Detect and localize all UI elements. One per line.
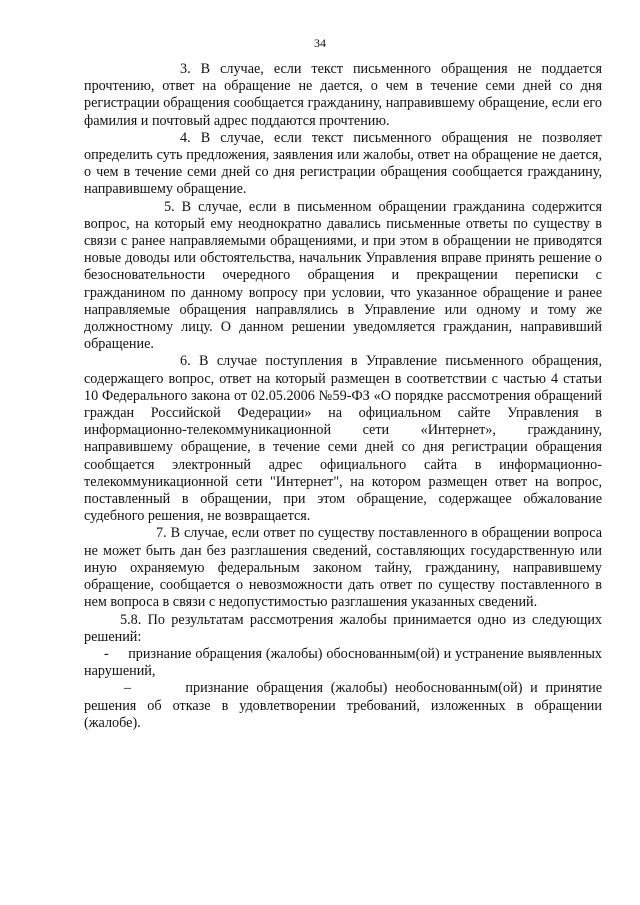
paragraph-text: В случае, если текст письменного обращения не позволяет определить суть предложения, заявления или жалобы, ответ на обращение не дается, о чем в течение семи дней со дня регистрации обращения сообщается гражданину, направившему обращение. xyxy=(84,129,602,198)
decision-item-1 xyxy=(84,646,602,680)
paragraph-text: признание обращения (жалобы) обоснованным(ой) и устранение выявленных нарушений, xyxy=(84,645,603,680)
page-number: 34 xyxy=(314,36,326,50)
paragraph-7 xyxy=(84,525,602,611)
paragraph-number: 5. xyxy=(164,198,175,215)
paragraph-number: 3. xyxy=(180,61,191,77)
paragraph-3 xyxy=(84,61,602,130)
paragraph-number: 4. xyxy=(180,129,191,146)
decision-item-2 xyxy=(84,680,602,732)
paragraph-text: признание обращения (жалобы) необоснованным(ой) и принятие решения об отказе в удовлетворении требований, изложенных в обращении (жалобе). xyxy=(84,680,603,731)
paragraph-text: В случае, если текст письменного обращения не поддается прочтению, ответ на обращение не дается, о чем в течение семи дней со дня регистрации обращения сообщается гражданину, направившему обращение, если его фамилия и почтовый адрес поддаются прочтению. xyxy=(84,61,603,129)
paragraph-text: В случае поступления в Управление письменного обращения, содержащего вопрос, ответ на который размещен в соответствии с частью 4 статьи 10 Федерального закона от 02.05.2006 №59-ФЗ «О порядке рассмотрения обращений граждан Российской Федерации» на официальном сайте Управления в информационно-телекоммуникационной сети «Интернет», гражданину, направившему обращение, в течение семи дней со дня регистрации обращения сообщается электронный адрес официального сайта в информационно-телекоммуникационной сети "Интернет", на котором размещен ответ на вопрос, поставленный в обращении, при этом обращение, содержащее обжалование судебного решения, не возвращается. xyxy=(84,353,603,525)
paragraph-6 xyxy=(84,353,602,525)
paragraph-5-8 xyxy=(84,612,602,646)
paragraph-text: В случае, если в письменном обращении гражданина содержится вопрос, на который ему неоднократно давались письменные ответы по существу в связи с ранее направляемыми обращениями, и при этом в обращении не приводятся новые доводы или обстоятельства, начальник Управления вправе принять решение о безосновательности очередного обращения и прекращении переписки с гражданином по данному вопросу при условии, что указанное обращение и ранее направляемые обращения направлялись в Управление или одному и тому же должностному лицу. О данном решении уведомляется гражданин, направивший обращение. xyxy=(84,198,602,353)
paragraph-5 xyxy=(84,199,602,354)
paragraph-number: 6. xyxy=(180,353,191,370)
list-dash: – xyxy=(124,680,132,697)
paragraph-number: 7. xyxy=(156,525,167,542)
document-body xyxy=(84,61,602,732)
paragraph-4 xyxy=(84,130,602,199)
paragraph-text: По результатам рассмотрения жалобы принимается одно из следующих решений: xyxy=(84,611,602,645)
paragraph-number: 5.8. xyxy=(120,611,142,628)
paragraph-text: В случае, если ответ по существу поставленного в обращении вопроса не может быть дан без разглашения сведений, составляющих государственную или иную охраняемую федеральным законом тайну, гражданину, направившему обращение, сообщается о невозможности дать ответ по существу поставленного в нем вопроса в связи с недопустимостью разглашения указанных сведений. xyxy=(84,525,602,611)
list-dash: - xyxy=(104,645,109,662)
